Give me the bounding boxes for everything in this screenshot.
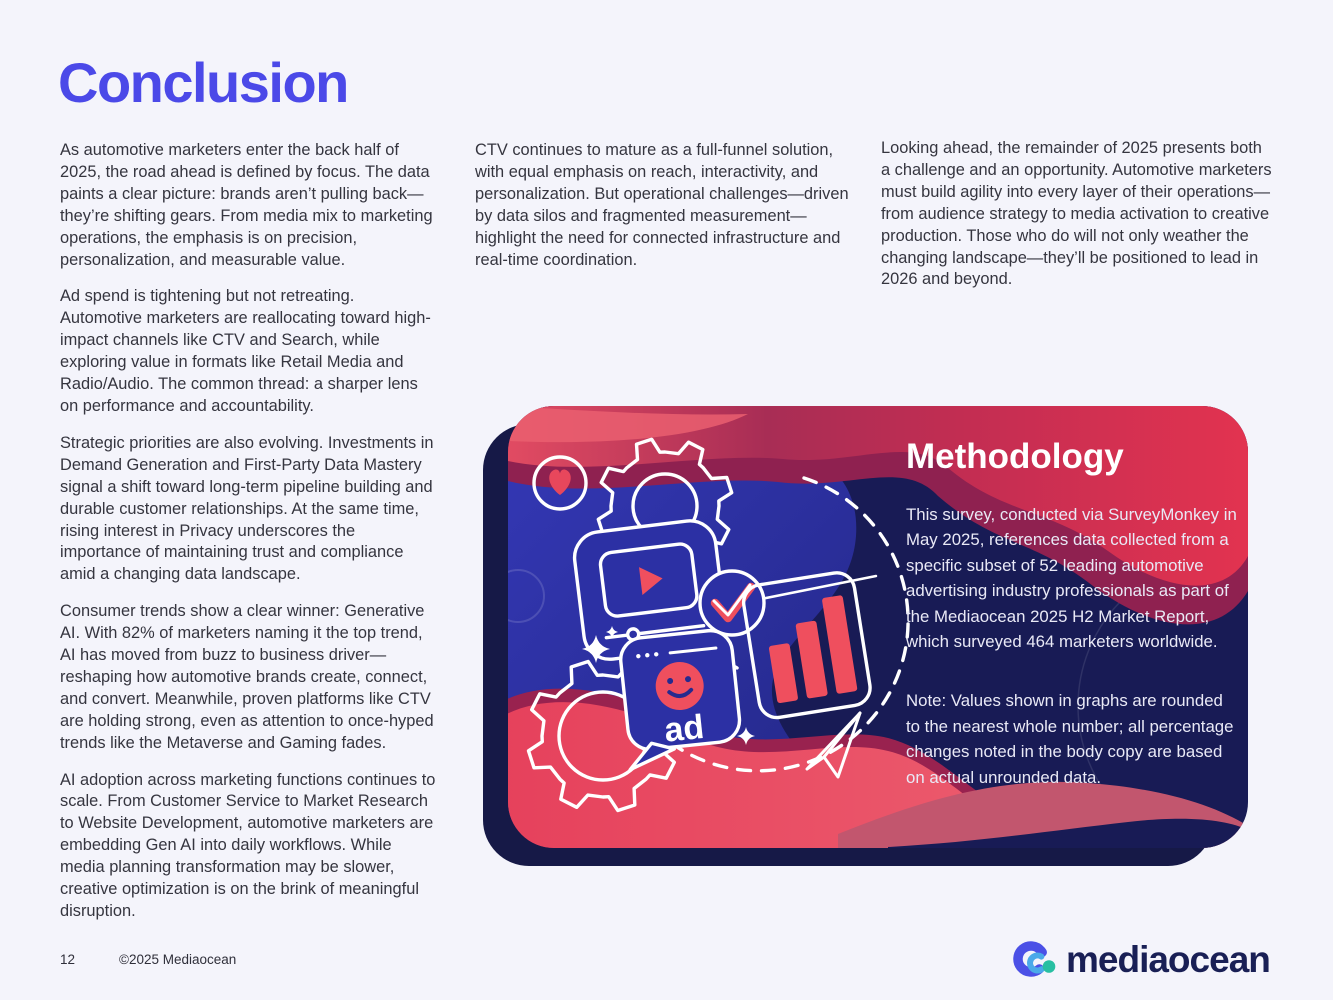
checkmark-icon	[700, 571, 764, 635]
mediaocean-logo	[1010, 936, 1270, 984]
paragraph: Consumer trends show a clear winner: Generative AI. With 82% of marketers naming it the top trend, AI has moved from buzz to business driver—reshaping how automotive brands create, connect, and convert. Meanwhile, proven platforms like CTV are holding strong, even as attention to once-hyped trends like the Metaverse and Gaming fades.	[60, 602, 434, 752]
paragraph: Looking ahead, the remainder of 2025 presents both a challenge and an opportunity. Automotive marketers must build agility into every layer of their operations—from audience strategy to media activation to creative production. Those who do will not only weather the changing landscape—they’ll be positioned to lead in 2026 and beyond.	[881, 139, 1272, 289]
paragraph: Strategic priorities are also evolving. Investments in Demand Generation and First-Party Data Mastery signal a shift toward long-term pipeline building and durable customer relationships. At the same time, rising interest in Privacy underscores the importance of maintaining trust and compliance amid a changing data landscape.	[60, 433, 434, 584]
text-column-2	[475, 140, 853, 286]
methodology-card	[508, 406, 1248, 848]
copyright: ©2025 Mediaocean	[119, 952, 237, 967]
text-column-1	[60, 140, 438, 938]
methodology-title: Methodology	[906, 437, 1124, 476]
page-number: 12	[60, 952, 76, 967]
methodology-text	[906, 436, 1238, 790]
svg-text:ad: ad	[662, 707, 706, 750]
paragraph: AI adoption across marketing functions continues to scale. From Customer Service to Market Research to Website Development, automotive marketers are embedding Gen AI into daily workflows. While media planning transformation may be slower, creative optimization is on the brink of meaningful disruption.	[60, 770, 436, 920]
paragraph: CTV continues to mature as a full-funnel solution, with equal emphasis on reach, interactivity, and personalization. But operational challenges—driven by data silos and fragmented measurement—highlight the need for connected infrastructure and real-time coordination.	[475, 141, 849, 269]
paragraph: Ad spend is tightening but not retreating. Automotive marketers are reallocating toward high-impact channels like CTV and Search, while exploring value in formats like Retail Media and Radio/Audio. The common thread: a sharper lens on performance and accountability.	[60, 287, 431, 415]
mediaocean-logo-text: mediaocean	[1066, 939, 1270, 980]
text-column-3	[881, 138, 1273, 306]
mediaocean-logo-icon	[1010, 936, 1062, 984]
paragraph: As automotive marketers enter the back half of 2025, the road ahead is defined by focus. The data paints a clear picture: brands aren’t pulling back—they’re shifting gears. From media mix to marketing operations, the emphasis is on precision, personalization, and measurable value.	[60, 141, 433, 269]
page-title: Conclusion	[58, 51, 348, 114]
methodology-note: Note: Values shown in graphs are rounded to the nearest whole number; all percentage changes noted in the body copy are based on actual unrounded data.	[906, 691, 1234, 787]
methodology-paragraph: This survey, conducted via SurveyMonkey in May 2025, references data collected from a specific subset of 52 leading automotive advertising industry professionals as part of the Mediaocean 2025 H2 Market Report, which surveyed 464 marketers worldwide.	[906, 505, 1237, 652]
